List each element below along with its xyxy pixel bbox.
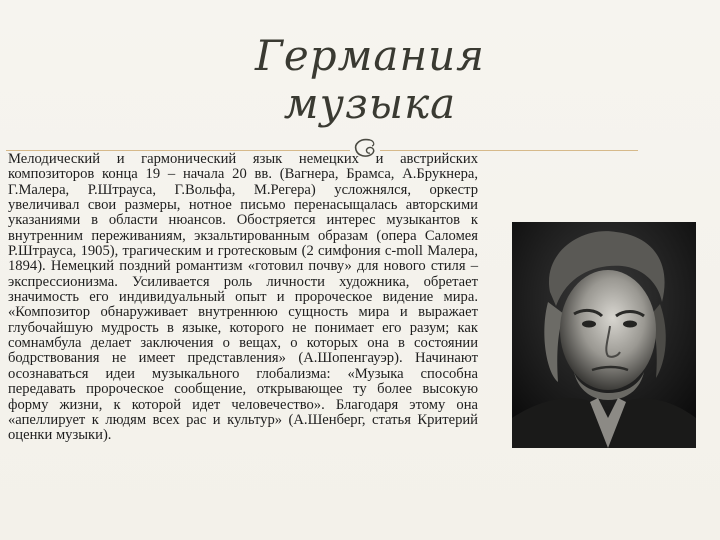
slide-title-line-1: Германия [255, 31, 485, 80]
slide-title [240, 32, 500, 128]
body-paragraph: Мелодический и гармонический язык немецких и австрийских композиторов конца 19 – начала 20 вв. (Вагнера, Брамса, А.Брукнера, Г.Малера, Р.Штрауса, Г.Вольфа, М.Регера) усложнялся, оркестр увеличивал свои размеры, нотное письмо перенасыщалась авторскими указаниями в области нюансов. Обостряется интерес музыкантов к внутренним переживаниям, экзальтированным образам (опера Саломея Р.Штрауса, 1905), трагическим и гротесковым (2 симфония c-moll Малера, 1894). Немецкий поздний романтизм «готовил почву» для нового стиля – экспрессионизма. Усиливается роль личности художника, обретает значимость его индивидуальный опыт и пророческое видение мира. «Композитор обнаруживает внутреннюю сущность мира и выражает глубочайшую мудрость в языке, которого не понимает его разум; как сомнамбула делает заключения о вещах, о которых она в состоянии бодрствования не имеет представления» (А.Шопенгауэр). Начинают осознаваться идеи музыкального глобализма: «Музыка способна передавать пророческое сообщение, открывающее ту более высокую форму жизни, к которой идет человечество». Благодаря этому она «апеллирует к людям всех рас и культур» (А.Шенберг, статья Критерий оценки музыки). [8, 151, 478, 444]
portrait-photo [512, 222, 696, 448]
slide-title-line-2: музыка [283, 79, 457, 128]
